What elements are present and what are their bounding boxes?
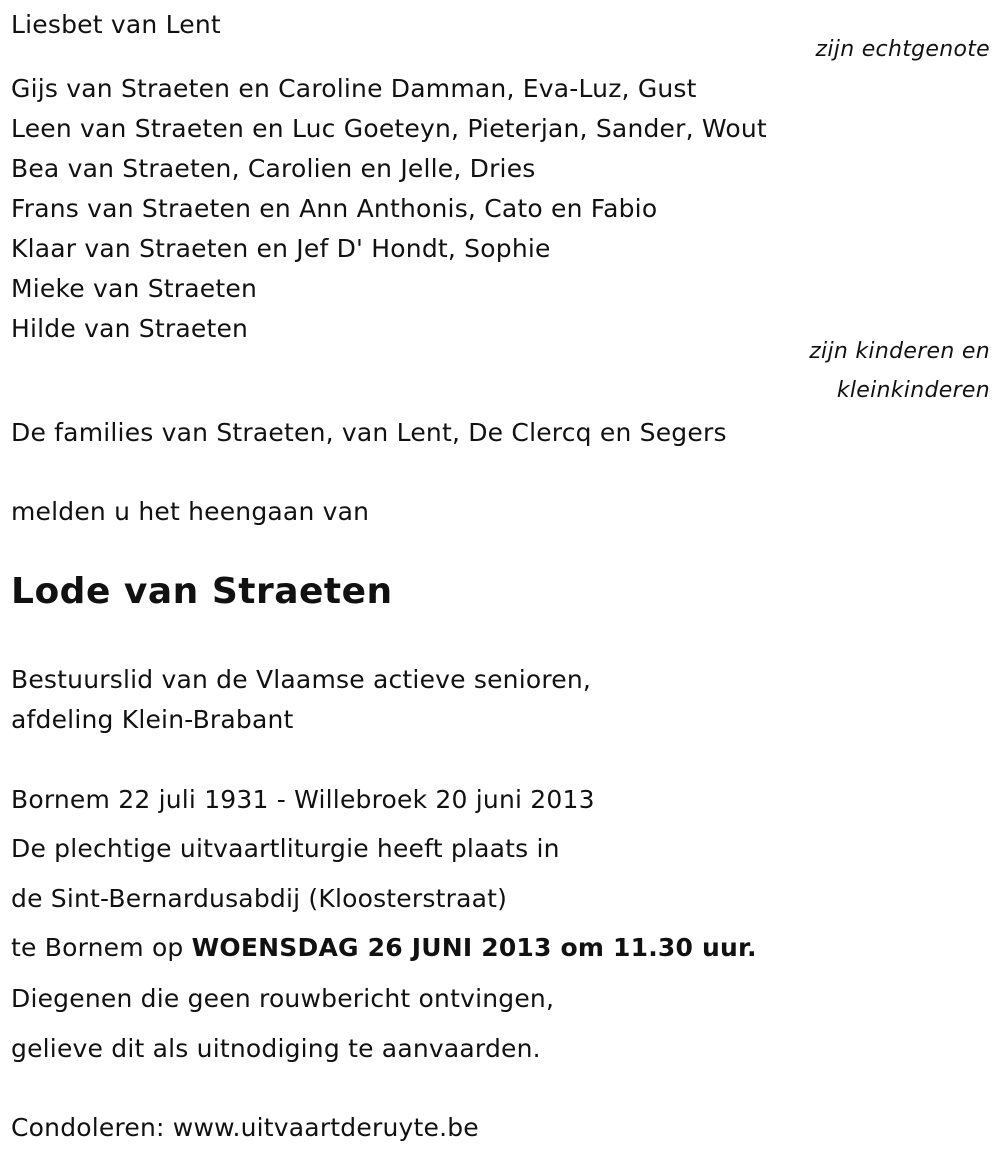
children-role-line-2: kleinkinderen <box>836 378 990 403</box>
invite-line-1: Diegenen die geen rouwbericht ontvingen, <box>11 984 555 1013</box>
children-line-6: Mieke van Straeten <box>11 274 257 303</box>
funeral-date-time: WOENSDAG 26 JUNI 2013 om 11.30 uur. <box>191 933 757 962</box>
liturgy-line-3 <box>11 933 757 963</box>
deceased-title-line-1: Bestuurslid van de Vlaamse actieve senioren, <box>11 665 592 694</box>
children-role-line-1: zijn kinderen en <box>809 339 990 364</box>
deceased-title-line-2: afdeling Klein-Brabant <box>11 705 294 734</box>
families-line: De families van Straeten, van Lent, De Clercq en Segers <box>11 418 727 447</box>
children-line-2: Leen van Straeten en Luc Goeteyn, Pieterjan, Sander, Wout <box>11 114 767 143</box>
children-line-1: Gijs van Straeten en Caroline Damman, Eva-Luz, Gust <box>11 74 697 103</box>
liturgy-line-1: De plechtige uitvaartliturgie heeft plaats in <box>11 834 560 863</box>
children-line-5: Klaar van Straeten en Jef D' Hondt, Sophie <box>11 234 551 263</box>
children-line-4: Frans van Straeten en Ann Anthonis, Cato en Fabio <box>11 194 658 223</box>
condolences-line: Condoleren: www.uitvaartderuyte.be <box>11 1113 479 1142</box>
liturgy-line-2: de Sint-Bernardusabdij (Kloosterstraat) <box>11 884 508 913</box>
announcement-line: melden u het heengaan van <box>11 497 370 526</box>
dates-line: Bornem 22 juli 1931 - Willebroek 20 juni 2013 <box>11 785 595 814</box>
liturgy-line-3-prefix: te Bornem op <box>11 933 192 962</box>
spouse-name: Liesbet van Lent <box>11 10 221 39</box>
spouse-role: zijn echtgenote <box>815 37 990 62</box>
invite-line-2: gelieve dit als uitnodiging te aanvaarden. <box>11 1034 541 1063</box>
deceased-name: Lode van Straeten <box>11 571 393 612</box>
children-line-3: Bea van Straeten, Carolien en Jelle, Dries <box>11 154 536 183</box>
children-line-7: Hilde van Straeten <box>11 314 249 343</box>
